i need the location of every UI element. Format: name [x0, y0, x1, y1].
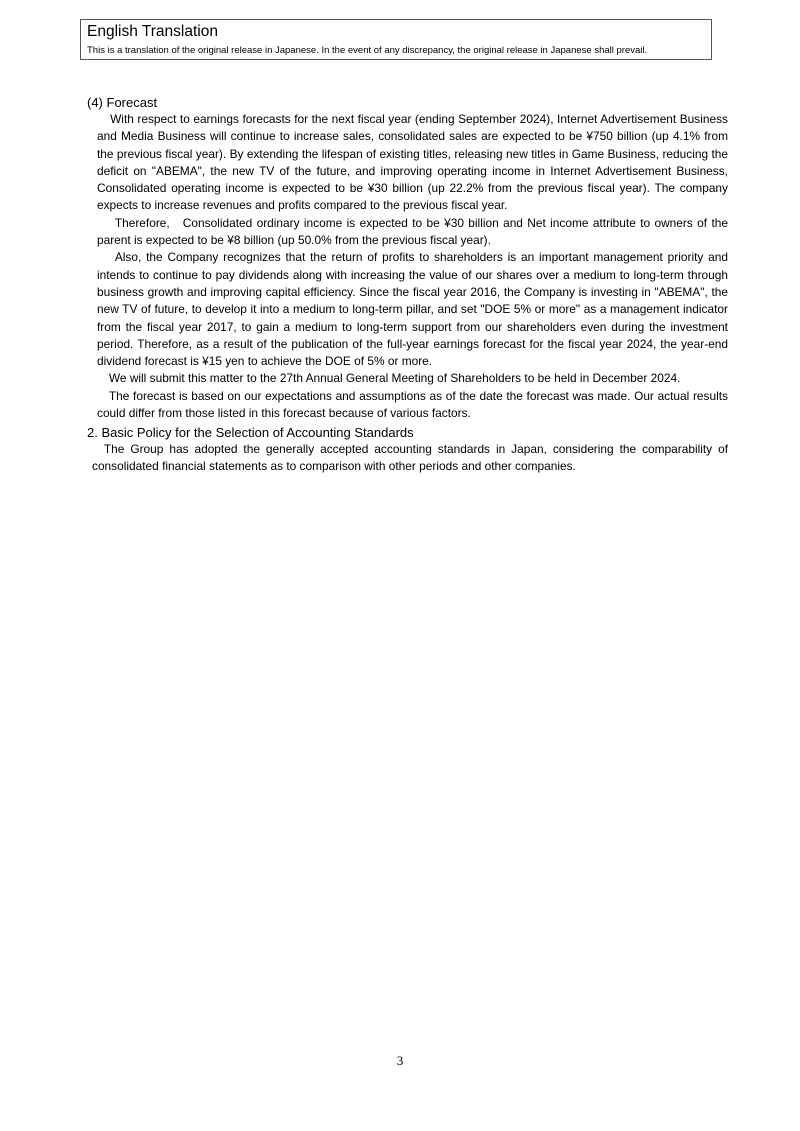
policy-heading: 2. Basic Policy for the Selection of Accounting Standards: [87, 425, 414, 440]
forecast-paragraph: Therefore, Consolidated ordinary income is expected to be ¥30 billion and Net income attribute to owners of the parent is expected to be ¥8 billion (up 50.0% from the previous fiscal year).: [97, 215, 732, 248]
policy-paragraph: The Group has adopted the generally accepted accounting standards in Japan, considering the comparability of consolidated financial statements as to comparison with other periods and other companies.: [92, 442, 728, 474]
banner-title: English Translation: [87, 23, 218, 40]
page-number: 3: [396, 1053, 404, 1068]
forecast-paragraph: With respect to earnings forecasts for the next fiscal year (ending September 2024), Internet Advertisement Business and Media Business will continue to increase sales, consolidated sales are expected to be ¥750 billion (up 4.1% from the previous fiscal year). By extending the lifespan of existing titles, releasing new titles in Game Business, reducing the deficit on "ABEMA", the new TV of the future, and improving operating income in Internet Advertisement Business, Consolidated operating income is expected to be ¥30 billion (up 22.2% from the previous fiscal year). The company expects to increase revenues and profits compared to the previous fiscal year.: [97, 112, 728, 213]
forecast-paragraph: We will submit this matter to the 27th Annual General Meeting of Shareholders to be held in December 2024.: [108, 371, 681, 386]
forecast-paragraph: Also, the Company recognizes that the return of profits to shareholders is an important management priority and intends to continue to pay dividends along with increasing the value of our shares over a medium to long-term through business growth and improving capital efficiency. Since the fiscal year 2016, the Company is investing in "ABEMA", the new TV of future, to develop it into a medium to long-term pillar, and set "DOE 5% or more" as a management indicator from the fiscal year 2017, to gain a medium to long-term support from our shareholders even during the investment period. Therefore, as a result of the publication of the full-year earnings forecast for the fiscal year 2024, the year-end dividend forecast is ¥15 yen to achieve the DOE of 5% or more.: [97, 250, 728, 369]
forecast-paragraph: The forecast is based on our expectations and assumptions as of the date the forecast was made. Our actual results could differ from those listed in this forecast because of various factors.: [97, 388, 728, 421]
forecast-body: [97, 111, 732, 422]
forecast-heading: (4) Forecast: [87, 95, 158, 110]
policy-body: [92, 441, 728, 476]
translation-notice-box: [80, 19, 712, 60]
banner-note: This is a translation of the original release in Japanese. In the event of any discrepancy, the original release in Japanese shall prevail.: [87, 45, 648, 56]
